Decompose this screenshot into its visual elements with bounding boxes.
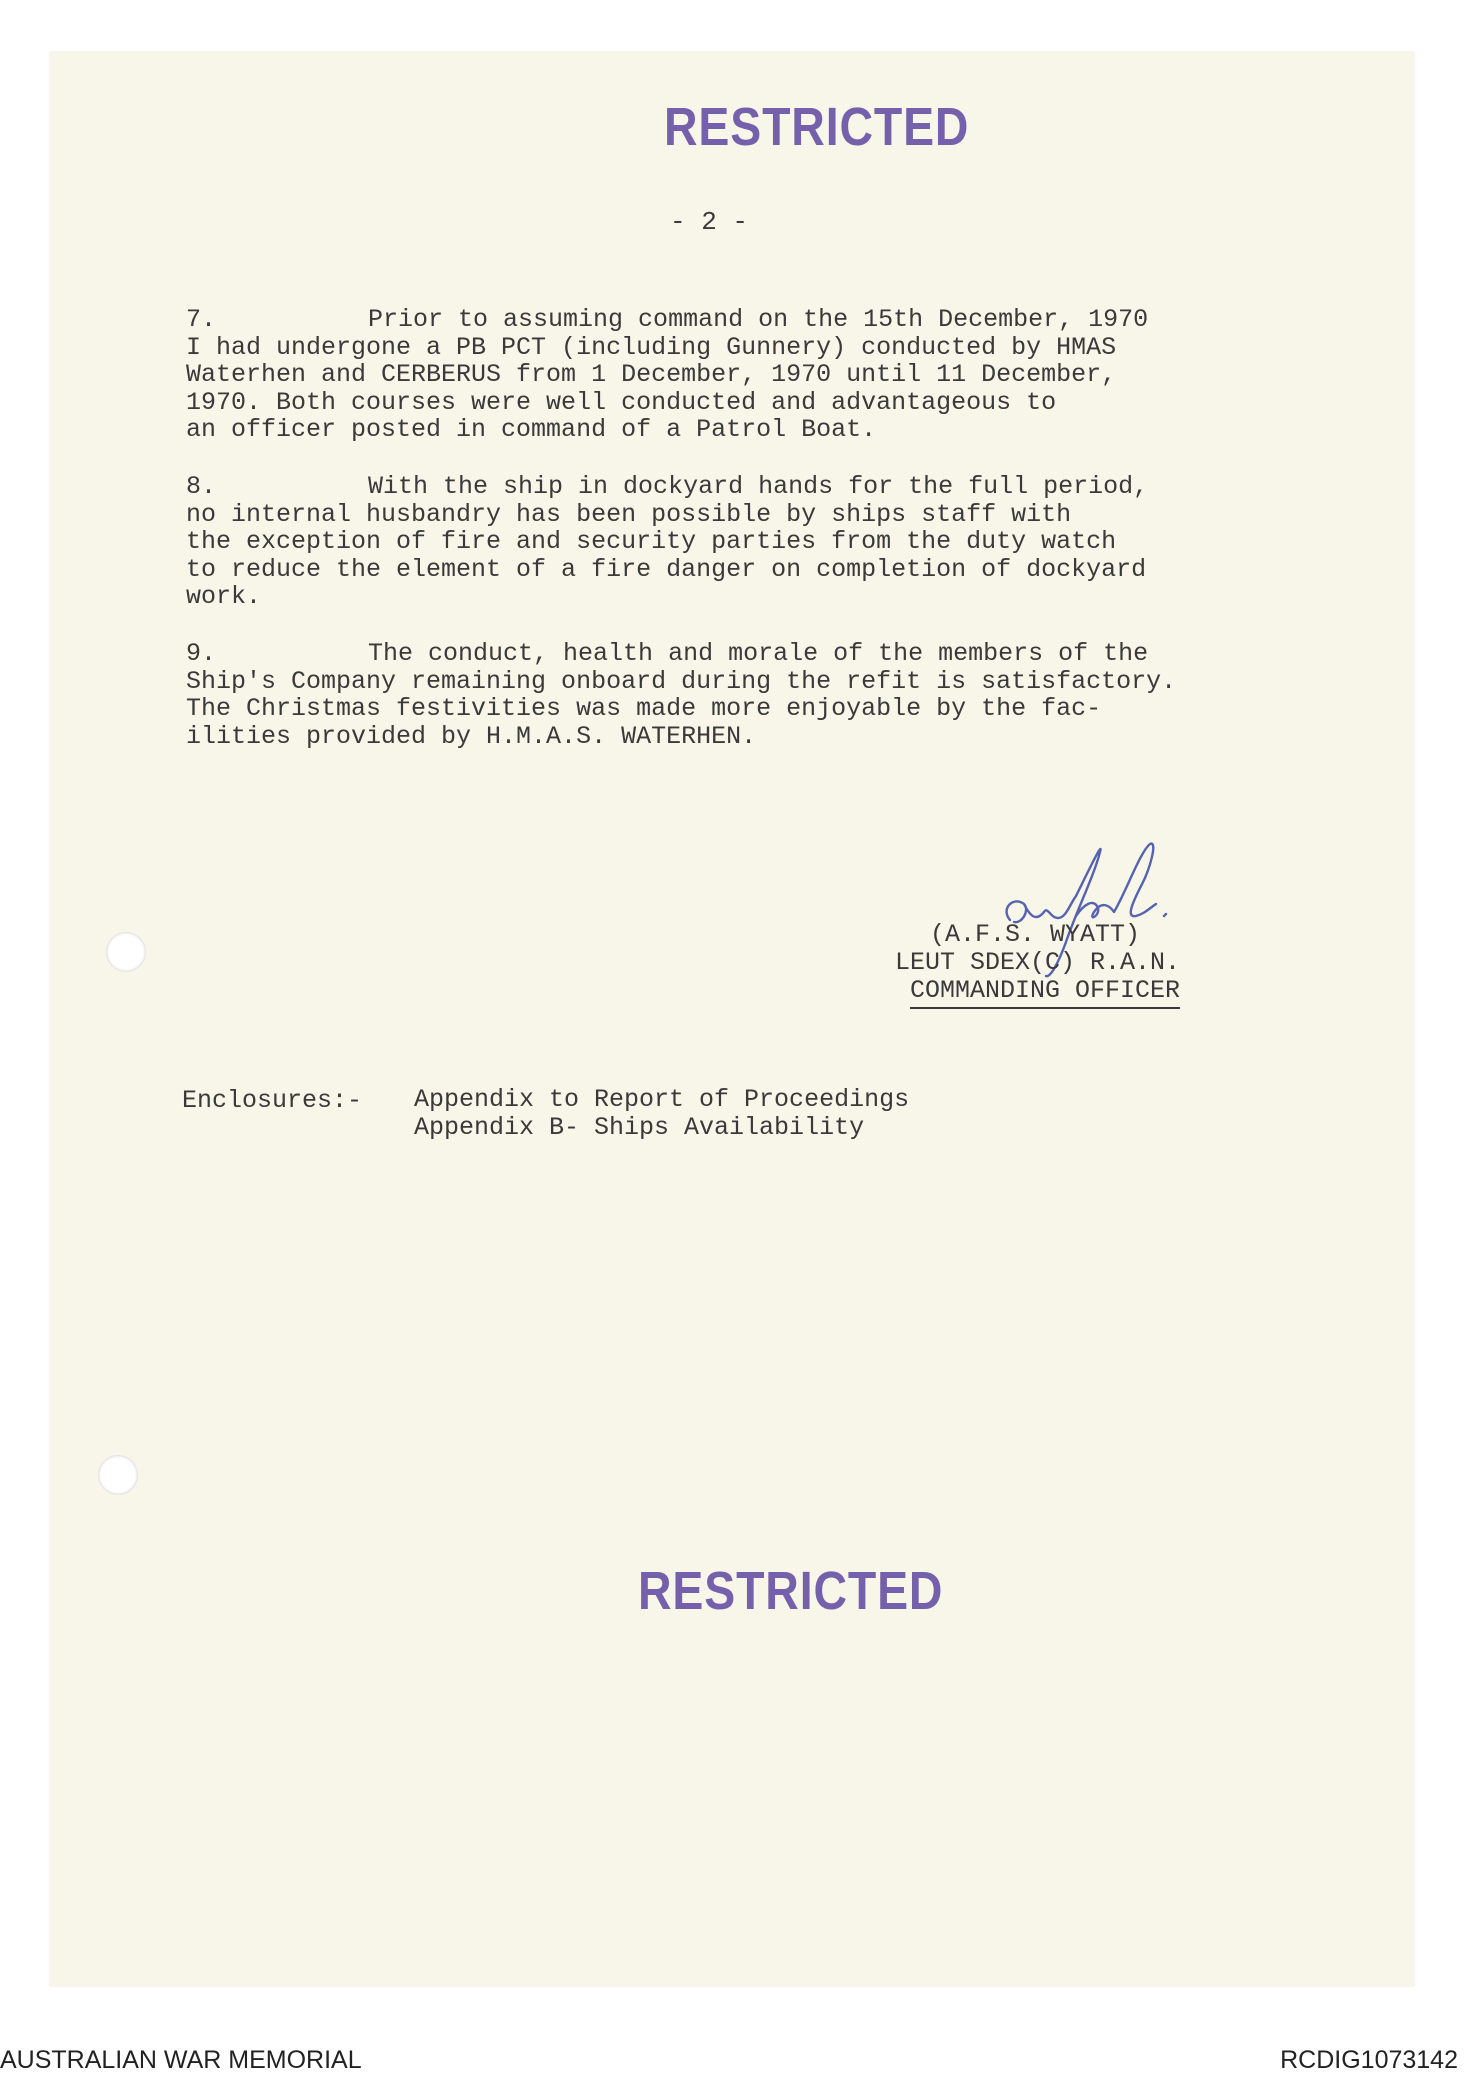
footer-record-id: RCDIG1073142 (1280, 2046, 1458, 2074)
paragraph-line: The Christmas festivities was made more enjoyable by the fac- (186, 694, 1102, 723)
signatory-rank: LEUT SDEX(C) R.A.N. (895, 948, 1181, 977)
paragraph-7 (186, 306, 1306, 444)
paragraph-line: no internal husbandry has been possible by ships staff with (186, 499, 1072, 529)
paragraph-8 (186, 473, 1306, 611)
enclosure-item: Appendix B- Ships Availability (414, 1112, 865, 1142)
paragraph-line: Waterhen and CERBERUS from 1 December, 1970 until 11 December, (186, 360, 1117, 389)
paragraph-number: 8. (186, 472, 217, 501)
paragraph-line: to reduce the element of a fire danger on completion of dockyard (186, 554, 1147, 584)
restricted-stamp-bottom: RESTRICTED (638, 1561, 944, 1621)
punch-hole (98, 1455, 138, 1495)
paragraph-line: Ship's Company remaining onboard during the refit is satisfactory. (186, 666, 1177, 696)
paragraph-line: With the ship in dockyard hands for the full period, (368, 472, 1149, 501)
paragraph-line: an officer posted in command of a Patrol Boat. (186, 415, 877, 444)
paragraph-line: Prior to assuming command on the 15th December, 1970 (368, 305, 1149, 334)
enclosures-list (414, 1086, 909, 1141)
restricted-stamp-top: RESTRICTED (664, 97, 970, 157)
paragraph-line: The conduct, health and morale of the members of the (368, 639, 1149, 668)
paragraph-line: the exception of fire and security parties from the duty watch (186, 527, 1117, 556)
paragraph-number: 9. (186, 639, 217, 668)
paragraph-line: ilities provided by H.M.A.S. WATERHEN. (186, 721, 757, 751)
enclosure-item: Appendix to Report of Proceedings (414, 1085, 910, 1114)
signatory-role: COMMANDING OFFICER (910, 976, 1180, 1009)
punch-hole (106, 932, 146, 972)
paragraph-line: work. (186, 582, 262, 611)
paragraph-number: 7. (186, 305, 217, 334)
paragraph-9 (186, 640, 1306, 750)
paragraph-line: 1970. Both courses were well conducted and advantageous to (186, 387, 1057, 417)
paragraph-line: I had undergone a PB PCT (including Gunnery) conducted by HMAS (186, 332, 1117, 362)
enclosures-label: Enclosures:- (182, 1086, 363, 1115)
signatory-name: (A.F.S. WYATT) (930, 920, 1141, 949)
document-sheet (50, 52, 1414, 1986)
page-number: - 2 - (670, 207, 749, 237)
footer-archive-name: AUSTRALIAN WAR MEMORIAL (0, 2046, 362, 2074)
